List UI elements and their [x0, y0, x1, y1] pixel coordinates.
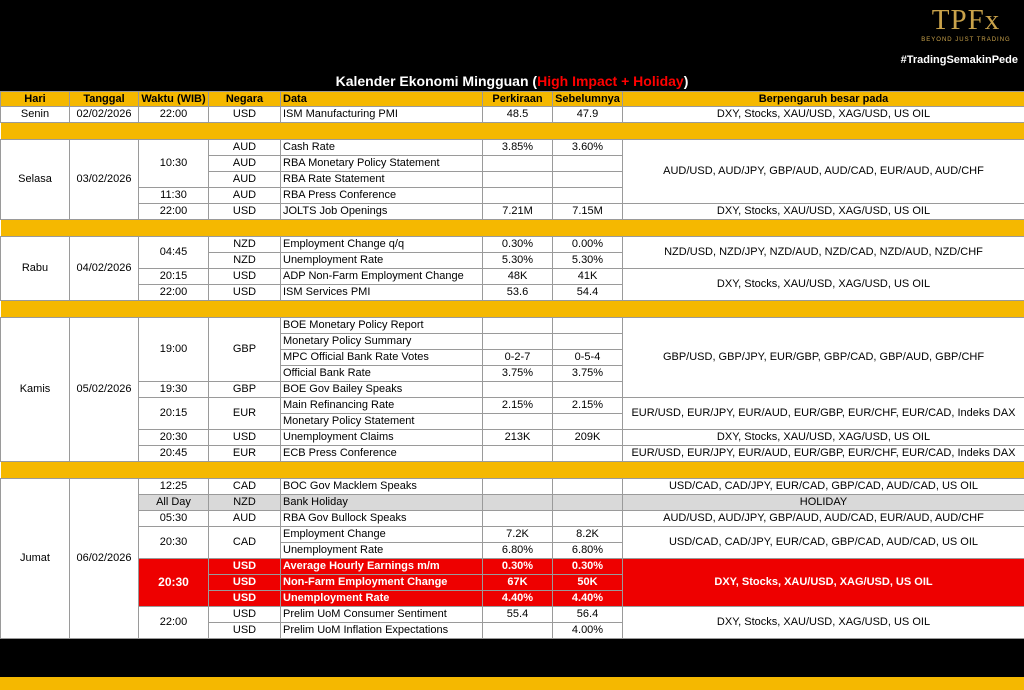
time-cell: 05:30 — [139, 511, 209, 527]
time-cell: 19:30 — [139, 382, 209, 398]
date-cell: 03/02/2026 — [70, 140, 139, 220]
previous-cell — [553, 446, 623, 462]
header-row — [1, 92, 1024, 107]
forecast-cell — [483, 382, 553, 398]
logo-tagline: BEYOND JUST TRADING — [921, 37, 1011, 43]
day-cell: Jumat — [1, 479, 70, 639]
country-cell: USD — [209, 107, 281, 123]
table-row — [1, 607, 1024, 623]
data-cell: Cash Rate — [281, 140, 483, 156]
title-end: ) — [683, 73, 689, 89]
previous-cell: 3.75% — [553, 366, 623, 382]
time-cell: 20:45 — [139, 446, 209, 462]
forecast-cell: 0.30% — [483, 559, 553, 575]
day-cell: Rabu — [1, 237, 70, 301]
date-cell: 06/02/2026 — [70, 479, 139, 639]
table-row — [1, 204, 1024, 220]
impact-cell: DXY, Stocks, XAU/USD, XAG/USD, US OIL — [623, 559, 1024, 607]
forecast-cell — [483, 446, 553, 462]
table-row — [1, 107, 1024, 123]
time-cell: 04:45 — [139, 237, 209, 269]
time-cell: 12:25 — [139, 479, 209, 495]
forecast-cell: 3.75% — [483, 366, 553, 382]
country-cell: USD — [209, 623, 281, 639]
forecast-cell — [483, 511, 553, 527]
country-cell: USD — [209, 591, 281, 607]
col-negara: Negara — [209, 92, 281, 107]
forecast-cell — [483, 623, 553, 639]
data-cell: Non-Farm Employment Change — [281, 575, 483, 591]
col-berpengaruh: Berpengaruh besar pada — [623, 92, 1024, 107]
forecast-cell — [483, 172, 553, 188]
previous-cell — [553, 414, 623, 430]
impact-cell: HOLIDAY — [623, 495, 1024, 511]
data-cell: Prelim UoM Inflation Expectations — [281, 623, 483, 639]
separator-row — [1, 123, 1024, 140]
previous-cell — [553, 172, 623, 188]
page-title — [0, 73, 1024, 90]
forecast-cell: 67K — [483, 575, 553, 591]
forecast-cell: 55.4 — [483, 607, 553, 623]
separator-cell — [1, 220, 1024, 237]
impact-cell: DXY, Stocks, XAU/USD, XAG/USD, US OIL — [623, 107, 1024, 123]
impact-cell: DXY, Stocks, XAU/USD, XAG/USD, US OIL — [623, 430, 1024, 446]
country-cell: USD — [209, 430, 281, 446]
forecast-cell: 5.30% — [483, 253, 553, 269]
previous-cell: 47.9 — [553, 107, 623, 123]
data-cell: Unemployment Rate — [281, 591, 483, 607]
impact-cell: DXY, Stocks, XAU/USD, XAG/USD, US OIL — [623, 204, 1024, 220]
data-cell: Bank Holiday — [281, 495, 483, 511]
time-cell: 19:00 — [139, 318, 209, 382]
forecast-cell — [483, 414, 553, 430]
time-cell: 20:30 — [139, 559, 209, 607]
forecast-cell: 2.15% — [483, 398, 553, 414]
data-cell: RBA Monetary Policy Statement — [281, 156, 483, 172]
impact-cell: NZD/USD, NZD/JPY, NZD/AUD, NZD/CAD, NZD/AUD, NZD/CHF — [623, 237, 1024, 269]
country-cell: USD — [209, 607, 281, 623]
data-cell: BOE Gov Bailey Speaks — [281, 382, 483, 398]
previous-cell: 0.00% — [553, 237, 623, 253]
footer-bar — [0, 677, 1024, 690]
previous-cell — [553, 511, 623, 527]
data-cell: ISM Services PMI — [281, 285, 483, 301]
separator-row — [1, 462, 1024, 479]
data-cell: Main Refinancing Rate — [281, 398, 483, 414]
impact-cell: AUD/USD, AUD/JPY, GBP/AUD, AUD/CAD, EUR/AUD, AUD/CHF — [623, 511, 1024, 527]
table-row — [1, 269, 1024, 285]
time-cell: 20:15 — [139, 269, 209, 285]
impact-cell: USD/CAD, CAD/JPY, EUR/CAD, GBP/CAD, AUD/CAD, US OIL — [623, 527, 1024, 559]
forecast-cell: 0.30% — [483, 237, 553, 253]
country-cell: EUR — [209, 446, 281, 462]
data-cell: Employment Change q/q — [281, 237, 483, 253]
forecast-cell — [483, 334, 553, 350]
table-row — [1, 318, 1024, 334]
separator-cell — [1, 301, 1024, 318]
forecast-cell: 213K — [483, 430, 553, 446]
time-cell: 10:30 — [139, 140, 209, 188]
previous-cell: 209K — [553, 430, 623, 446]
day-cell: Senin — [1, 107, 70, 123]
holiday-row — [1, 495, 1024, 511]
separator-cell — [1, 123, 1024, 140]
previous-cell: 6.80% — [553, 543, 623, 559]
forecast-cell: 7.2K — [483, 527, 553, 543]
economic-calendar-table — [0, 91, 1024, 639]
forecast-cell: 6.80% — [483, 543, 553, 559]
previous-cell: 0.30% — [553, 559, 623, 575]
col-waktu: Waktu (WIB) — [139, 92, 209, 107]
table-row — [1, 527, 1024, 543]
table-row — [1, 140, 1024, 156]
previous-cell: 4.40% — [553, 591, 623, 607]
country-cell: NZD — [209, 495, 281, 511]
impact-cell: EUR/USD, EUR/JPY, EUR/AUD, EUR/GBP, EUR/CHF, EUR/CAD, Indeks DAX — [623, 446, 1024, 462]
time-cell: All Day — [139, 495, 209, 511]
forecast-cell — [483, 188, 553, 204]
forecast-cell: 4.40% — [483, 591, 553, 607]
col-data: Data — [281, 92, 483, 107]
data-cell: BOC Gov Macklem Speaks — [281, 479, 483, 495]
previous-cell: 4.00% — [553, 623, 623, 639]
time-cell: 22:00 — [139, 607, 209, 639]
data-cell: MPC Official Bank Rate Votes — [281, 350, 483, 366]
table-row — [1, 511, 1024, 527]
forecast-cell — [483, 495, 553, 511]
impact-cell: DXY, Stocks, XAU/USD, XAG/USD, US OIL — [623, 607, 1024, 639]
previous-cell: 7.15M — [553, 204, 623, 220]
data-cell: Average Hourly Earnings m/m — [281, 559, 483, 575]
impact-cell: AUD/USD, AUD/JPY, GBP/AUD, AUD/CAD, EUR/AUD, AUD/CHF — [623, 140, 1024, 204]
hashtag: #TradingSemakinPede — [900, 54, 1018, 66]
previous-cell: 0-5-4 — [553, 350, 623, 366]
time-cell: 22:00 — [139, 204, 209, 220]
data-cell: Employment Change — [281, 527, 483, 543]
separator-row — [1, 220, 1024, 237]
forecast-cell — [483, 156, 553, 172]
time-cell: 20:30 — [139, 430, 209, 446]
top-banner — [0, 0, 1024, 73]
previous-cell: 54.4 — [553, 285, 623, 301]
data-cell: ISM Manufacturing PMI — [281, 107, 483, 123]
country-cell: AUD — [209, 156, 281, 172]
previous-cell: 8.2K — [553, 527, 623, 543]
previous-cell — [553, 479, 623, 495]
country-cell: CAD — [209, 479, 281, 495]
impact-cell: USD/CAD, CAD/JPY, EUR/CAD, GBP/CAD, AUD/CAD, US OIL — [623, 479, 1024, 495]
data-cell: Official Bank Rate — [281, 366, 483, 382]
data-cell: RBA Rate Statement — [281, 172, 483, 188]
col-tanggal: Tanggal — [70, 92, 139, 107]
data-cell: ECB Press Conference — [281, 446, 483, 462]
impact-cell: EUR/USD, EUR/JPY, EUR/AUD, EUR/GBP, EUR/CHF, EUR/CAD, Indeks DAX — [623, 398, 1024, 430]
date-cell: 04/02/2026 — [70, 237, 139, 301]
forecast-cell — [483, 318, 553, 334]
time-cell: 20:30 — [139, 527, 209, 559]
day-cell: Selasa — [1, 140, 70, 220]
country-cell: NZD — [209, 237, 281, 253]
previous-cell: 5.30% — [553, 253, 623, 269]
country-cell: USD — [209, 559, 281, 575]
country-cell: AUD — [209, 188, 281, 204]
col-hari: Hari — [1, 92, 70, 107]
forecast-cell: 48K — [483, 269, 553, 285]
table-row — [1, 237, 1024, 253]
title-main: Kalender Ekonomi Mingguan ( — [335, 73, 538, 89]
country-cell: GBP — [209, 318, 281, 382]
country-cell: NZD — [209, 253, 281, 269]
previous-cell — [553, 495, 623, 511]
day-cell: Kamis — [1, 318, 70, 462]
country-cell: AUD — [209, 511, 281, 527]
country-cell: AUD — [209, 140, 281, 156]
data-cell: Unemployment Rate — [281, 253, 483, 269]
time-cell: 22:00 — [139, 107, 209, 123]
previous-cell: 3.60% — [553, 140, 623, 156]
time-cell: 20:15 — [139, 398, 209, 430]
data-cell: Prelim UoM Consumer Sentiment — [281, 607, 483, 623]
tpfx-logo — [916, 4, 1016, 44]
separator-row — [1, 301, 1024, 318]
table-row — [1, 479, 1024, 495]
impact-cell: GBP/USD, GBP/JPY, EUR/GBP, GBP/CAD, GBP/AUD, GBP/CHF — [623, 318, 1024, 398]
table-row — [1, 398, 1024, 414]
forecast-cell: 7.21M — [483, 204, 553, 220]
country-cell: EUR — [209, 398, 281, 430]
col-sebelumnya: Sebelumnya — [553, 92, 623, 107]
data-cell: Monetary Policy Summary — [281, 334, 483, 350]
data-cell: ADP Non-Farm Employment Change — [281, 269, 483, 285]
previous-cell: 56.4 — [553, 607, 623, 623]
data-cell: BOE Monetary Policy Report — [281, 318, 483, 334]
data-cell: RBA Press Conference — [281, 188, 483, 204]
time-cell: 11:30 — [139, 188, 209, 204]
previous-cell — [553, 334, 623, 350]
country-cell: AUD — [209, 172, 281, 188]
previous-cell — [553, 382, 623, 398]
forecast-cell: 53.6 — [483, 285, 553, 301]
title-highlight: High Impact + Holiday — [537, 73, 684, 89]
country-cell: GBP — [209, 382, 281, 398]
previous-cell: 41K — [553, 269, 623, 285]
data-cell: RBA Gov Bullock Speaks — [281, 511, 483, 527]
country-cell: USD — [209, 285, 281, 301]
data-cell: JOLTS Job Openings — [281, 204, 483, 220]
country-cell: USD — [209, 204, 281, 220]
country-cell: USD — [209, 269, 281, 285]
date-cell: 02/02/2026 — [70, 107, 139, 123]
previous-cell — [553, 318, 623, 334]
logo-text: TPFx — [931, 4, 1001, 36]
table-row — [1, 446, 1024, 462]
forecast-cell: 3.85% — [483, 140, 553, 156]
time-cell: 22:00 — [139, 285, 209, 301]
separator-cell — [1, 462, 1024, 479]
previous-cell: 50K — [553, 575, 623, 591]
country-cell: CAD — [209, 527, 281, 559]
data-cell: Unemployment Rate — [281, 543, 483, 559]
previous-cell — [553, 156, 623, 172]
impact-cell: DXY, Stocks, XAU/USD, XAG/USD, US OIL — [623, 269, 1024, 301]
data-cell: Unemployment Claims — [281, 430, 483, 446]
forecast-cell: 48.5 — [483, 107, 553, 123]
highlight-row — [1, 559, 1024, 575]
previous-cell — [553, 188, 623, 204]
data-cell: Monetary Policy Statement — [281, 414, 483, 430]
table-row — [1, 430, 1024, 446]
forecast-cell: 0-2-7 — [483, 350, 553, 366]
country-cell: USD — [209, 575, 281, 591]
date-cell: 05/02/2026 — [70, 318, 139, 462]
previous-cell: 2.15% — [553, 398, 623, 414]
forecast-cell — [483, 479, 553, 495]
col-perkiraan: Perkiraan — [483, 92, 553, 107]
